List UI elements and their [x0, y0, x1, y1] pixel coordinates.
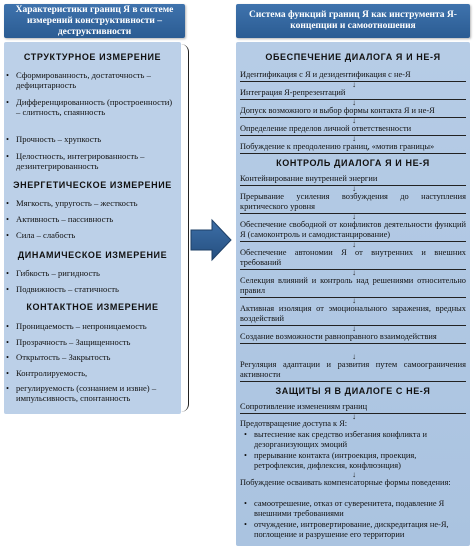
left-item: • регулируемость (сознанием и извне) – импульсивность, спонтанность [6, 383, 178, 403]
right-item: Интеграция Я-репрезентаций [240, 88, 466, 100]
dynamic-title: ДИНАМИЧЕСКОЕ ИЗМЕРЕНИЕ [17, 250, 168, 260]
left-header [4, 4, 185, 38]
right-header-text: Система функций границ Я как инструмента Я-концепции и самоотношения [249, 10, 457, 31]
left-header-text: Характеристики границ Я в системе измерений конструктивности – деструктивности [15, 4, 174, 37]
left-item: • Открытость – Закрытость [6, 352, 178, 362]
right-item: Допуск возможного и выбор формы контакта Я и не-Я [240, 106, 466, 118]
right-item: Селекция влияний и контроль над решениями относительно правил [240, 276, 466, 298]
control-title: КОНТРОЛЬ ДИАЛОГА Я И НЕ-Я [276, 158, 430, 168]
down-arrow-icon: ↓ [352, 80, 356, 89]
down-arrow-icon: ↓ [352, 98, 356, 107]
down-arrow-icon: ↓ [352, 268, 356, 277]
energy-title: ЭНЕРГЕТИЧЕСКОЕ ИЗМЕРЕНИЕ [13, 180, 172, 190]
down-arrow-icon: ↓ [352, 134, 356, 143]
right-subitem: • вытеснение как средство избегания конфликта и дезорганизующих эмоций [244, 430, 466, 450]
down-arrow-icon: ↓ [352, 296, 356, 305]
left-item: • Контролируемость, [6, 368, 178, 378]
structural-title: СТРУКТУРНОЕ ИЗМЕРЕНИЕ [23, 52, 162, 62]
right-item: Обеспечение автономии Я от внутренних и внешних требований [240, 248, 466, 270]
left-item: • Гибкость – ригидность [6, 268, 178, 278]
left-item: • Сформированность, достаточность – дефицитарность [6, 70, 178, 90]
down-arrow-icon: ↓ [352, 352, 356, 361]
right-arrow-icon [190, 218, 232, 262]
right-item: Регуляция адаптации и развития путем самоограничения активности [240, 360, 466, 382]
left-item: • Подвижность – статичность [6, 284, 178, 294]
right-item: Определение пределов личной ответственности [240, 124, 466, 136]
right-item: Обеспечение свободной от конфликтов деятельности функций Я (самоконтроль и самодистанцирование) [240, 220, 466, 242]
right-header [236, 4, 470, 38]
right-item: Побуждение к преодолению границ, «мотив границы» [240, 142, 466, 154]
left-item: • Целостность, интегрированность – дезинтегрированность [6, 151, 178, 171]
bracket-icon [181, 44, 189, 412]
right-subitem: • прерывание контакта (интроекция, проекция, ретрофлексия, дифлексия, конфлюэнция) [244, 451, 466, 471]
left-item: • Проницаемость – непроницаемость [6, 321, 178, 331]
down-arrow-icon: ↓ [352, 324, 356, 333]
down-arrow-icon: ↓ [352, 240, 356, 249]
right-item: Предотвращение доступа к Я: [240, 419, 348, 428]
right-subitem: • отчуждение, интровертирование, дискредитация не-Я, поглощение и разрушение его территории [244, 520, 466, 540]
down-arrow-icon: ↓ [352, 412, 356, 421]
right-item: Сопротивление изменениям границ [240, 402, 466, 414]
right-item: Идентификация с Я и дезидентификация с не-Я [240, 70, 466, 82]
down-arrow-icon: ↓ [352, 116, 356, 125]
left-item: • Прочность – хрупкость [6, 134, 178, 144]
down-arrow-icon: ↓ [352, 184, 356, 193]
right-item: Активная изоляция от эмоционального заражения, вредных воздействий [240, 304, 466, 326]
left-item: • Мягкость, упругость – жесткость [6, 198, 178, 208]
right-item: Создание возможности равноправного взаимодействия [240, 332, 466, 344]
right-item: Побуждение осваивать компенсаторные формы поведения: [240, 478, 451, 487]
down-arrow-icon: ↓ [352, 212, 356, 221]
right-item: Прерывание усиления возбуждения до наступления критического уровня [240, 192, 466, 214]
right-item: Контейнирование внутренней энергии [240, 174, 466, 186]
contact-title: КОНТАКТНОЕ ИЗМЕРЕНИЕ [26, 302, 159, 312]
dialog-title: ОБЕСПЕЧЕНИЕ ДИАЛОГА Я И НЕ-Я [265, 52, 441, 62]
down-arrow-icon: ↓ [352, 470, 356, 479]
left-item: • Прозрачность – Защищенность [6, 337, 178, 347]
left-item: • Сила – слабость [6, 230, 178, 240]
left-item: • Активность – пассивность [6, 214, 178, 224]
left-item: • Дифференцированность (простроенности) – слитность, спаянность [6, 97, 178, 117]
defense-title: ЗАЩИТЫ Я В ДИАЛОГЕ С НЕ-Я [275, 386, 431, 396]
right-subitem: • самоотрешение, отказ от суверенитета, подавление Я внешними требованиями [244, 499, 466, 519]
